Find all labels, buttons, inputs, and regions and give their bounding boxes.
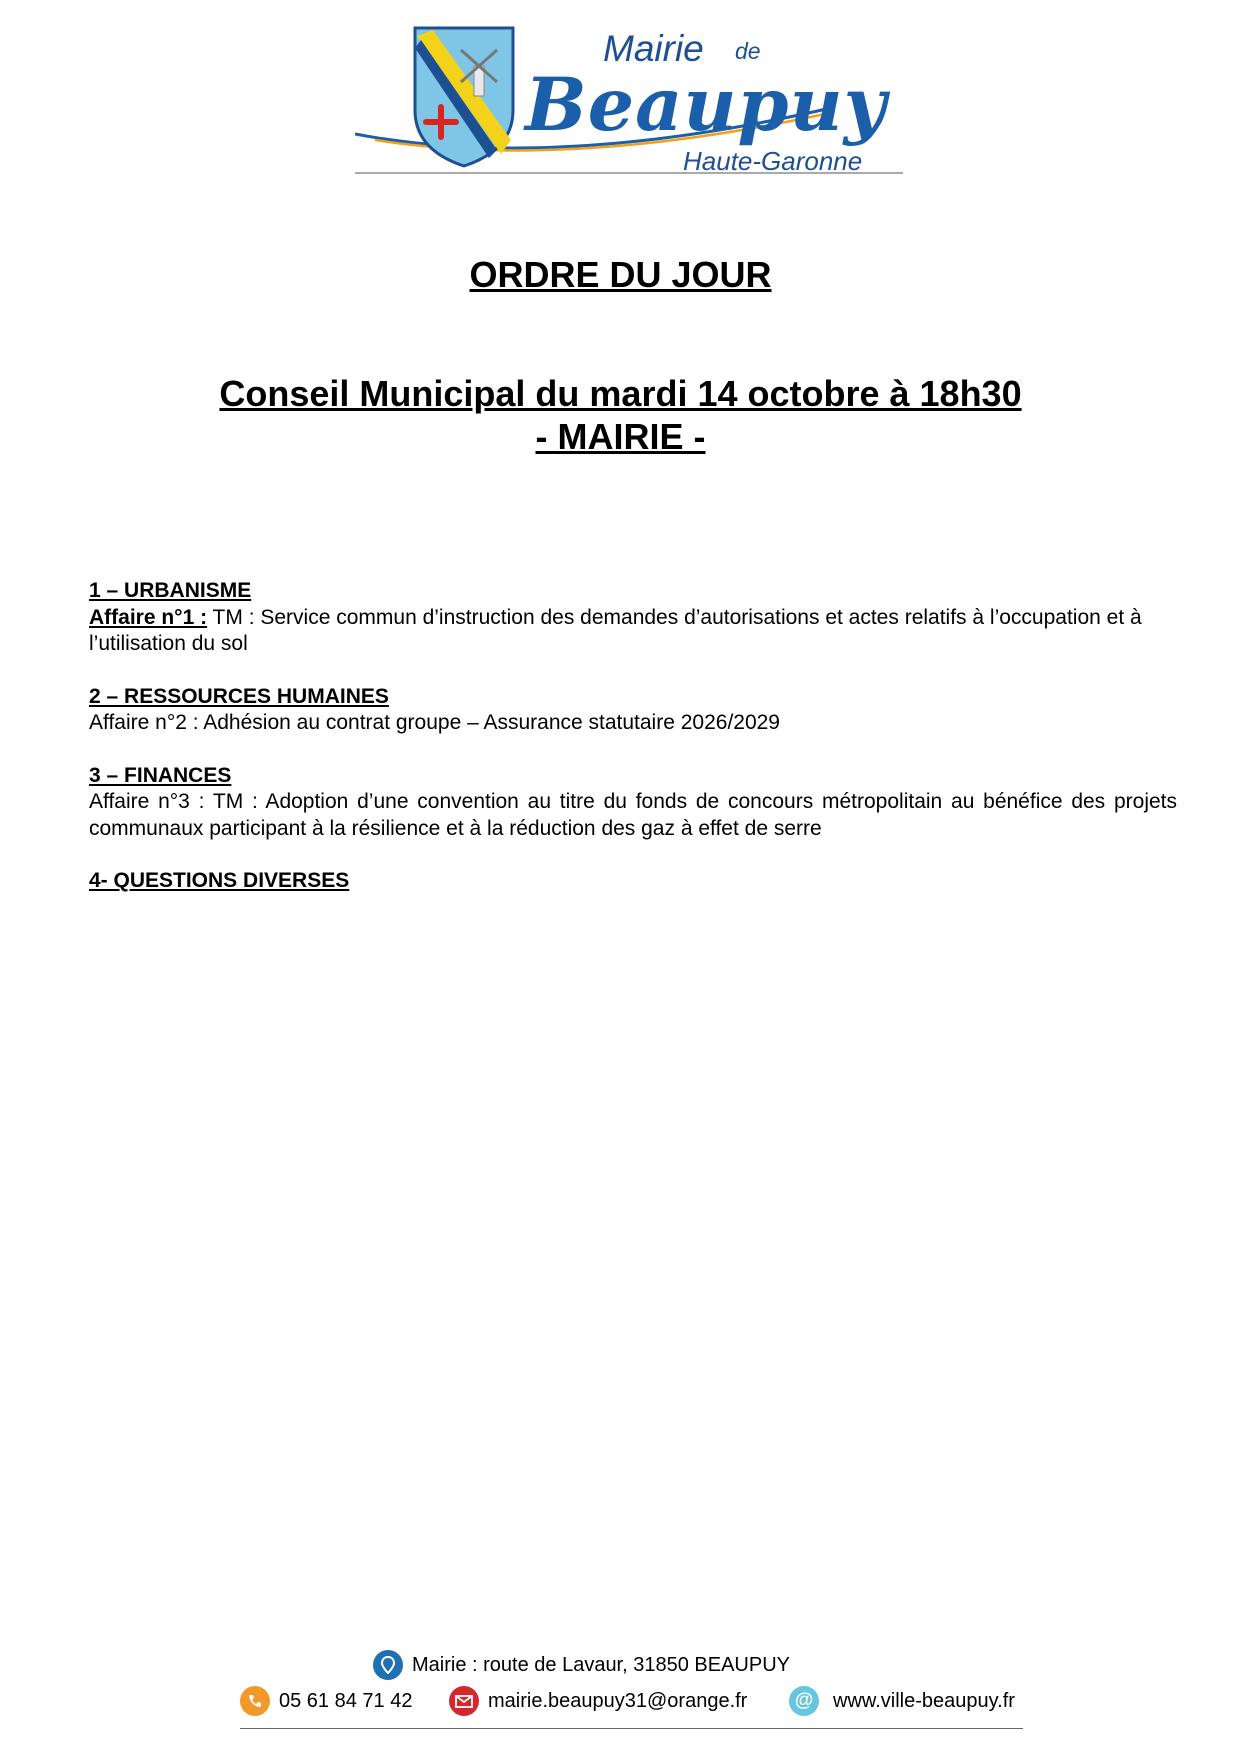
section-heading: 3 – FINANCES xyxy=(89,763,232,787)
logo-town-name: Beaupuy xyxy=(525,62,888,148)
phone-icon xyxy=(240,1686,270,1716)
footer-phone xyxy=(240,1686,412,1716)
town-hall-logo xyxy=(355,22,915,182)
phone-number: 05 61 84 71 42 xyxy=(279,1689,413,1712)
footer-address xyxy=(373,1650,790,1680)
section-heading: 4- QUESTIONS DIVERSES xyxy=(89,869,350,892)
at-sign-icon: @ xyxy=(789,1686,819,1716)
agenda-item: Affaire n°2 : Adhésion au contrat groupe – Assurance statutaire 2026/2029 xyxy=(89,711,780,734)
address-text: Mairie : route de Lavaur, 31850 BEAUPUY xyxy=(412,1653,790,1676)
agenda-item: Affaire n°3 : TM : Adoption d’une convention au titre du fonds de concours métropolitain au bénéfice des projets communaux participant à la résilience et à la réduction des gaz à effet de serre xyxy=(89,790,1177,840)
agenda-item xyxy=(89,605,1177,658)
item-label: Affaire n°1 : xyxy=(89,605,208,629)
agenda-section-questions-diverses xyxy=(89,868,1177,895)
meeting-date-line: Conseil Municipal du mardi 14 octobre à 18h30 xyxy=(219,373,1022,414)
footer-website[interactable] xyxy=(789,1686,1015,1716)
document-title: ORDRE DU JOUR xyxy=(469,254,772,295)
agenda-list xyxy=(89,578,1177,921)
agenda-section-ressources-humaines xyxy=(89,684,1177,737)
section-heading: 2 – RESSOURCES HUMAINES xyxy=(89,684,389,708)
email-link[interactable]: mairie.beaupuy31@orange.fr xyxy=(488,1689,748,1712)
meeting-heading xyxy=(0,372,1241,458)
website-link[interactable]: www.ville-beaupuy.fr xyxy=(833,1689,1015,1712)
agenda-section-urbanisme xyxy=(89,578,1177,658)
logo-region-text: Haute-Garonne xyxy=(683,146,863,176)
section-heading: 1 – URBANISME xyxy=(89,579,252,602)
footer-email[interactable] xyxy=(449,1686,747,1716)
footer-divider xyxy=(240,1728,1023,1729)
logo-mairie-text: Mairie xyxy=(603,28,704,69)
item-text: TM : Service commun d’instruction des demandes d’autorisations et actes relatifs à l’occupation et à l’utilisation du sol xyxy=(89,605,1142,655)
location-pin-icon xyxy=(373,1650,403,1680)
contact-footer xyxy=(0,1650,1241,1750)
envelope-icon xyxy=(449,1686,479,1716)
agenda-section-finances xyxy=(89,763,1177,843)
meeting-location-line: - MAIRIE - xyxy=(535,416,706,457)
logo-de-text: de xyxy=(735,38,761,64)
